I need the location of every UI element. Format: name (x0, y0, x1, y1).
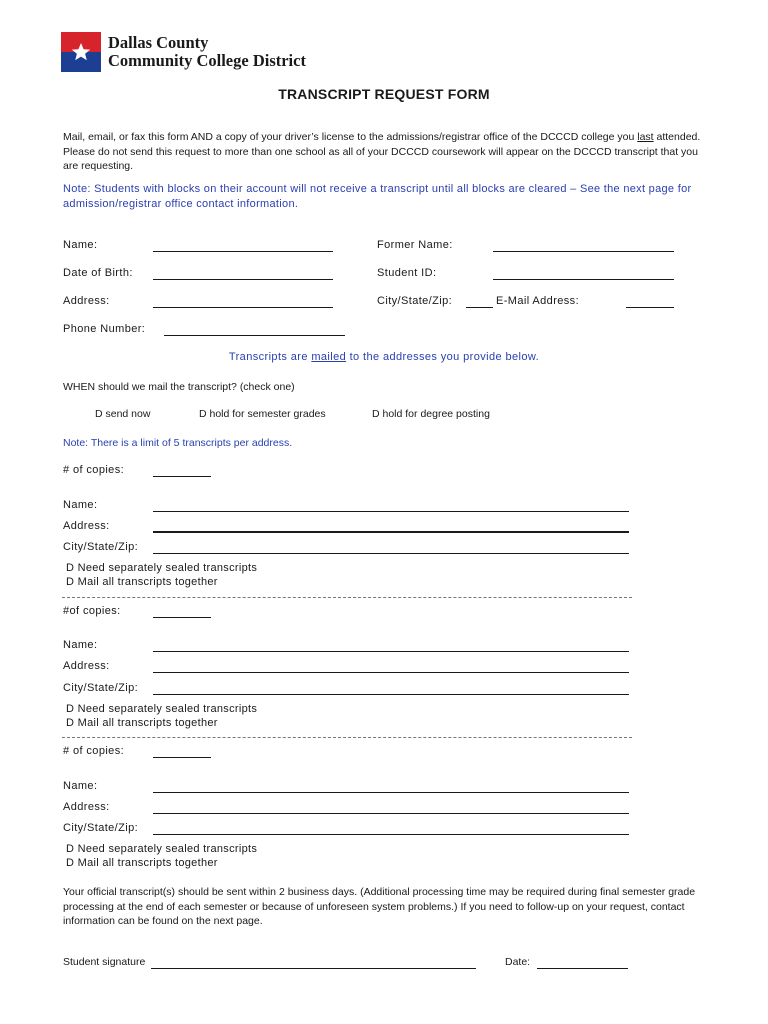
recipient-name-input[interactable] (153, 792, 629, 793)
email-input[interactable] (626, 307, 674, 308)
dob-label: Date of Birth: (63, 267, 133, 279)
copies-label: #of copies: (63, 605, 121, 617)
option-hold-semester-grades[interactable]: D hold for semester grades (199, 408, 326, 420)
copies-input[interactable] (153, 476, 211, 477)
city-state-zip-label: City/State/Zip: (377, 295, 453, 307)
phone-label: Phone Number: (63, 323, 146, 335)
name-label: Name: (63, 239, 98, 251)
dob-input[interactable] (153, 279, 333, 280)
logo-line-1: Dallas County (108, 33, 209, 52)
student-id-input[interactable] (493, 279, 674, 280)
recipient-csz-label: City/State/Zip: (63, 682, 139, 694)
recipient-csz-input[interactable] (153, 553, 629, 554)
recipient-address-input[interactable] (153, 813, 629, 814)
address-label: Address: (63, 295, 110, 307)
recipient-address-label: Address: (63, 660, 110, 672)
page-title: TRANSCRIPT REQUEST FORM (278, 86, 490, 102)
address-input[interactable] (153, 307, 333, 308)
email-label: E-Mail Address: (496, 295, 580, 307)
sealed-option[interactable]: D Need separately sealed transcripts (66, 843, 258, 855)
section-divider (62, 597, 632, 598)
recipient-address-label: Address: (63, 801, 110, 813)
recipient-address-label: Address: (63, 520, 110, 532)
student-id-label: Student ID: (377, 267, 437, 279)
copies-input[interactable] (153, 617, 211, 618)
mailed-note: Transcripts are mailed to the addresses you provide below. (228, 351, 540, 363)
limit-note: Note: There is a limit of 5 transcripts per address. (63, 437, 293, 449)
section-divider (62, 737, 632, 738)
together-option[interactable]: D Mail all transcripts together (66, 576, 218, 588)
former-name-input[interactable] (493, 251, 674, 252)
recipient-csz-input[interactable] (153, 694, 629, 695)
signature-label: Student signature (63, 956, 146, 968)
name-input[interactable] (153, 251, 333, 252)
recipient-name-label: Name: (63, 499, 98, 511)
dcccd-flag-icon (61, 32, 101, 72)
city-state-zip-input[interactable] (466, 307, 493, 308)
intro-paragraph: Mail, email, or fax this form AND a copy of your driver’s license to the admissions/registrar office of the DCCCD college you last attended. Please do not send this request to more than one school as all of your DCCCD coursework will appear on the DCCCD transcript that you are requesting. (63, 131, 701, 172)
closing-paragraph: Your official transcript(s) should be sent within 2 business days. (Additional processing time may be required during final semester grade processing at the end of each semester or because of unforeseen system problems.) If you need to follow-up on your request, contact information can be found on the next page. (63, 886, 696, 927)
recipient-name-label: Name: (63, 639, 98, 651)
former-name-label: Former Name: (377, 239, 453, 251)
copies-label: # of copies: (63, 464, 125, 476)
date-input[interactable] (537, 968, 628, 969)
sealed-option[interactable]: D Need separately sealed transcripts (66, 703, 258, 715)
when-question: WHEN should we mail the transcript? (check one) (63, 381, 295, 393)
recipient-address-input[interactable] (153, 672, 629, 673)
option-send-now[interactable]: D send now (95, 408, 151, 420)
recipient-name-input[interactable] (153, 511, 629, 512)
copies-label: # of copies: (63, 745, 125, 757)
recipient-name-label: Name: (63, 780, 98, 792)
together-option[interactable]: D Mail all transcripts together (66, 717, 218, 729)
signature-input[interactable] (151, 968, 476, 969)
recipient-csz-label: City/State/Zip: (63, 541, 139, 553)
recipient-name-input[interactable] (153, 651, 629, 652)
copies-input[interactable] (153, 757, 211, 758)
option-hold-degree-posting[interactable]: D hold for degree posting (372, 408, 490, 420)
logo-line-2: Community College District (108, 51, 306, 70)
together-option[interactable]: D Mail all transcripts together (66, 857, 218, 869)
recipient-address-input[interactable] (153, 531, 629, 533)
sealed-option[interactable]: D Need separately sealed transcripts (66, 562, 258, 574)
phone-input[interactable] (164, 335, 345, 336)
blocks-note: Note: Students with blocks on their account will not receive a transcript until all blocks are cleared – See the next page for admission/registrar office contact information. (63, 183, 692, 210)
recipient-csz-input[interactable] (153, 834, 629, 835)
recipient-csz-label: City/State/Zip: (63, 822, 139, 834)
date-label: Date: (505, 956, 531, 968)
